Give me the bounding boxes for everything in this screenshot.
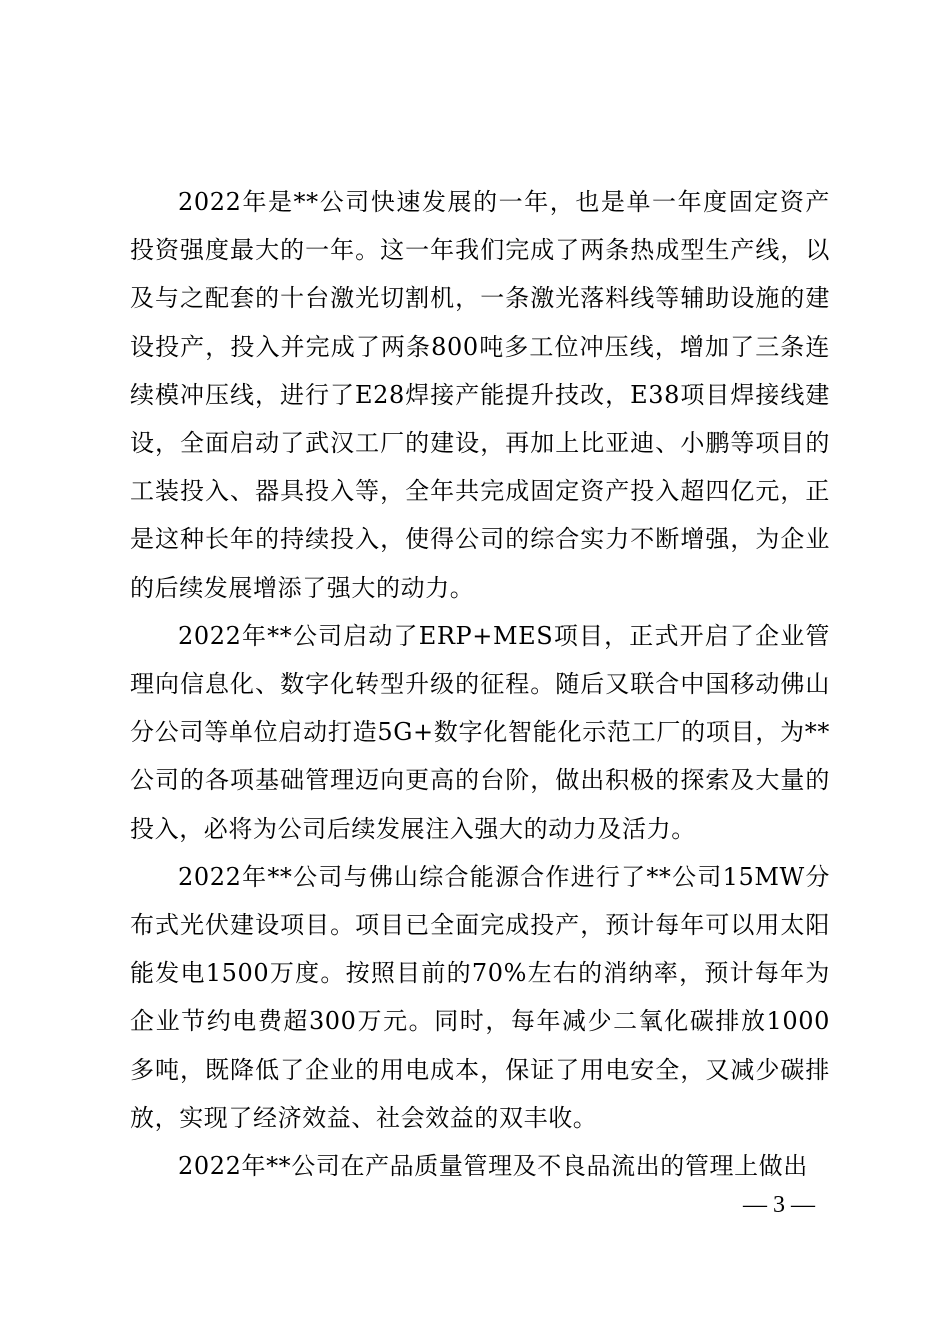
paragraph-erp-mes: 2022年**公司启动了ERP+MES项目，正式开启了企业管理向信息化、数字化转型升级的征程。随后又联合中国移动佛山分公司等单位启动打造5G+数字化智能化示范工厂的项目，为**公司的各项基础管理迈向更高的台阶，做出积极的探索及大量的投入，必将为公司后续发展注入强大的动力及活力。 xyxy=(130,621,830,843)
paragraph-solar-project: 2022年**公司与佛山综合能源合作进行了**公司15MW分布式光伏建设项目。项目已全面完成投产，预计每年可以用太阳能发电1500万度。按照目前的70%左右的消纳率，预计每年为企业节约电费超300万元。同时，每年减少二氧化碳排放1000多吨，既降低了企业的用电成本，保证了用电安全，又减少碳排放，实现了经济效益、社会效益的双丰收。 xyxy=(130,862,830,1132)
page-number: — 3 — xyxy=(743,1192,815,1218)
paragraph-fixed-assets: 2022年是**公司快速发展的一年，也是单一年度固定资产投资强度最大的一年。这一年我们完成了两条热成型生产线，以及与之配套的十台激光切割机，一条激光落料线等辅助设施的建设投产，投入并完成了两条800吨多工位冲压线，增加了三条连续模冲压线，进行了E28焊接产能提升技改，E38项目焊接线建设，全面启动了武汉工厂的建设，再加上比亚迪、小鹏等项目的工装投入、器具投入等，全年共完成固定资产投入超四亿元，正是这种长年的持续投入，使得公司的综合实力不断增强，为企业的后续发展增添了强大的动力。 xyxy=(130,188,830,602)
body-text xyxy=(130,178,830,1190)
paragraph-quality-management: 2022年**公司在产品质量管理及不良品流出的管理上做出 xyxy=(178,1152,808,1181)
